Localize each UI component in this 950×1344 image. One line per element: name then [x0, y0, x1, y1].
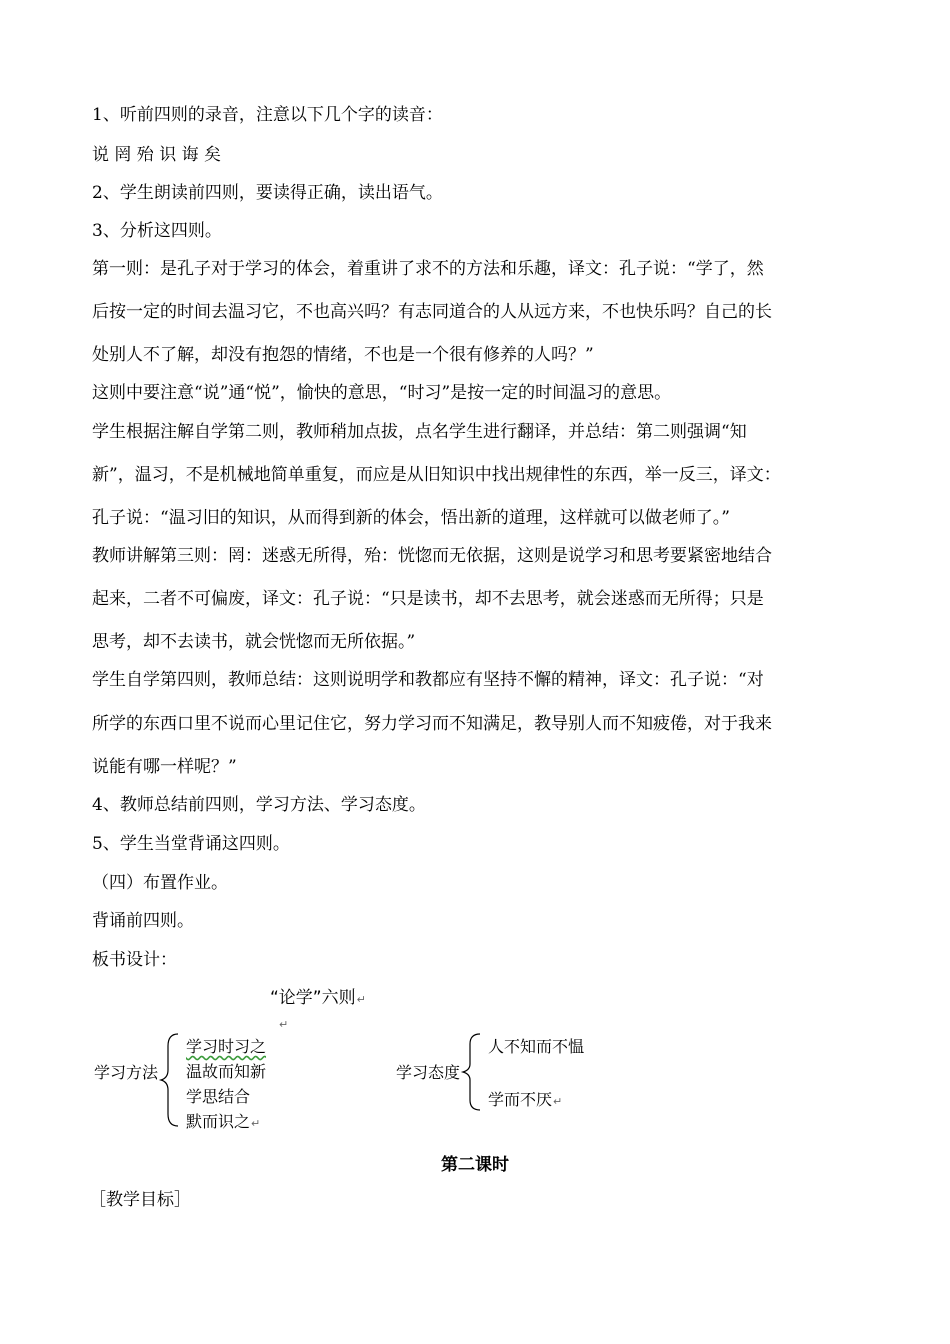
method-item: 学思结合	[186, 1087, 251, 1106]
text-line: 起来，二者不可偏废，译文：孔子说：“只是读书，却不去思考，就会迷惑而无所得；只是	[92, 589, 764, 609]
board-title: “论学”六则↵	[270, 988, 366, 1008]
text-line: 学生根据注解自学第二则，教师稍加点拔，点名学生进行翻译，并总结：第二则强调“知	[92, 422, 747, 442]
text-line: 说能有哪一样呢？”	[92, 757, 237, 777]
attitude-item: 人不知而不愠	[488, 1037, 585, 1056]
left-brace	[158, 1032, 182, 1128]
teaching-goal-heading: ［教学目标］	[89, 1190, 191, 1210]
text-line: 思考，却不去读书，就会恍惚而无所依据。”	[92, 632, 416, 652]
method-item: 温故而知新	[186, 1062, 267, 1081]
text-line: 5、学生当堂背诵这四则。	[92, 834, 290, 854]
left-brace	[460, 1032, 484, 1112]
text-line: 所学的东西口里不说而心里记住它，努力学习而不知满足，教导别人而不知疲倦，对于我来	[92, 714, 772, 734]
text-line: 背诵前四则。	[92, 911, 194, 931]
text-line: 后按一定的时间去温习它，不也高兴吗？有志同道合的人从远方来，不也快乐吗？自己的长	[92, 302, 772, 322]
attitude-label: 学习态度	[396, 1063, 461, 1082]
section-title: 第二课时	[441, 1155, 509, 1175]
text-line: 3、分析这四则。	[92, 221, 222, 241]
text-line: 1、听前四则的录音，注意以下几个字的读音：	[92, 105, 443, 125]
text-line: 新”，温习，不是机械地简单重复，而应是从旧知识中找出规律性的东西，举一反三，译文：	[92, 465, 781, 485]
text-line: 第一则：是孔子对于学习的体会，着重讲了求不的方法和乐趣，译文：孔子说：“学了，然	[92, 259, 764, 279]
text-line: 板书设计：	[92, 950, 177, 970]
text-line: 2、学生朗读前四则，要读得正确，读出语气。	[92, 183, 443, 203]
text-line: 学生自学第四则，教师总结：这则说明学和教都应有坚持不懈的精神，译文：孔子说：“对	[92, 670, 764, 690]
text-line: 处别人不了解，却没有抱怨的情绪，不也是一个很有修养的人吗？”	[92, 345, 594, 365]
text-line: （四）布置作业。	[92, 873, 228, 893]
attitude-item: 学而不厌↵	[488, 1090, 563, 1109]
text-line: 这则中要注意“说”通“悦”，愉快的意思，“时习”是按一定的时间温习的意思。	[92, 383, 672, 403]
text-line: 说 罔 殆 识 诲 矣	[92, 145, 222, 165]
method-label: 学习方法	[94, 1063, 159, 1082]
method-item: 默而识之↵	[186, 1112, 261, 1131]
method-item: 学习时习之	[186, 1037, 267, 1056]
text-line: 4、教师总结前四则，学习方法、学习态度。	[92, 795, 426, 815]
text-line: 教师讲解第三则：罔：迷惑无所得，殆：恍惚而无依据，这则是说学习和思考要紧密地结合	[92, 546, 772, 566]
paragraph-mark: ↵	[279, 1018, 289, 1031]
text-line: 孔子说：“温习旧的知识，从而得到新的体会，悟出新的道理，这样就可以做老师了。”	[92, 508, 730, 528]
